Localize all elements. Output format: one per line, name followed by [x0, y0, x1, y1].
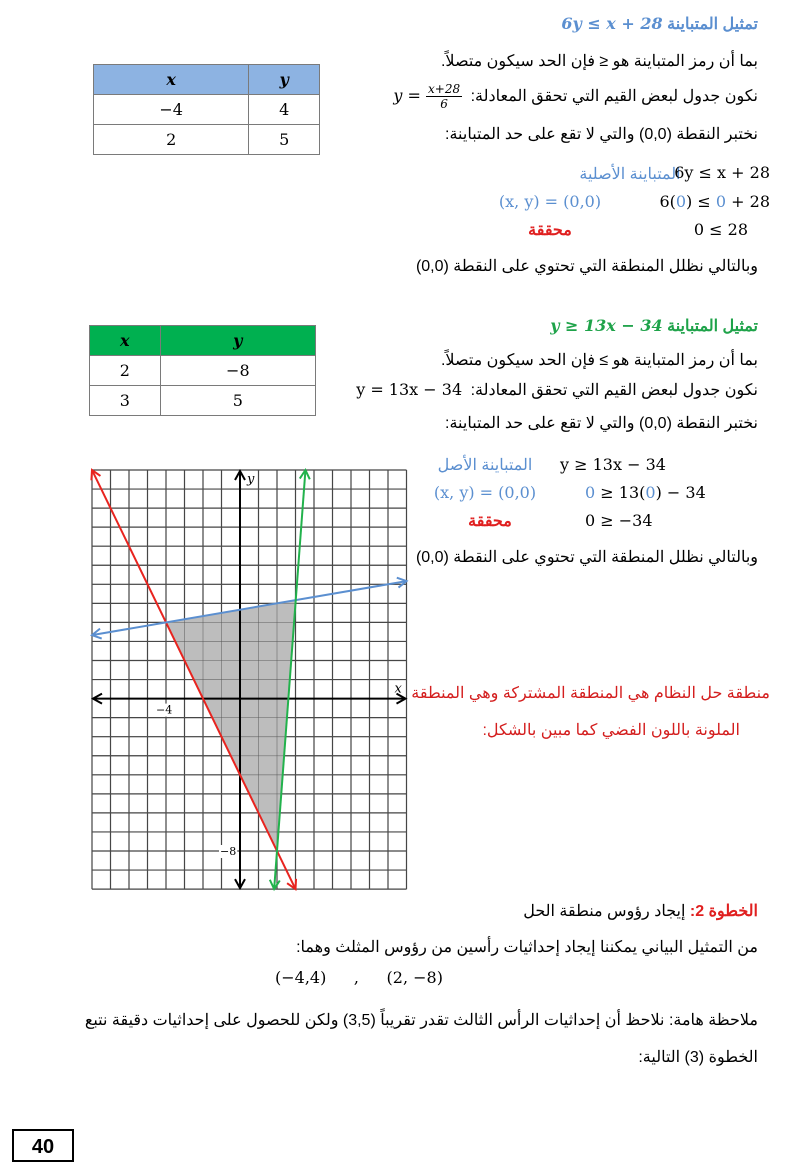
section1-check-math-1: [600, 192, 770, 211]
inequality-graph: [82, 458, 418, 898]
section1-line2: [393, 82, 758, 111]
solution-note-line2: الملونة باللون الفضي كما مبين بالشكل:: [482, 722, 740, 739]
s2-m1-mid: ≥ 13(: [595, 483, 646, 502]
s2-m1-zero2: 0: [645, 483, 656, 502]
step2-vertices: [275, 968, 443, 987]
section1-heading: [561, 14, 758, 34]
table-cell: 3: [90, 386, 161, 416]
section2-check-label-1: (x, y) = (0,0): [433, 483, 537, 502]
step2-title: إيجاد رؤوس منطقة الحل: [523, 903, 686, 920]
section2-line2-text: نكون جدول لبعض القيم التي تحقق المعادلة:: [470, 382, 758, 399]
vertex-1: (−4,4): [275, 968, 327, 987]
s1-m1-pre: 6(: [659, 192, 676, 211]
table-cell: 5: [249, 125, 320, 155]
section1-eq-denominator: 6: [440, 97, 448, 111]
section2-line3: نختبر النقطة (0,0) والتي لا تقع على حد المتباينة:: [445, 415, 758, 432]
step2-heading: [523, 901, 758, 921]
table-header-y: y: [160, 326, 315, 356]
section1-conclusion: وبالتالي نظلل المنطقة التي تحتوي على النقطة (0,0): [415, 258, 758, 275]
section1-check-label-2: محققة: [528, 222, 572, 239]
section1-eq-fraction: [426, 82, 462, 111]
table-cell: −8: [160, 356, 315, 386]
x-tick-label: −4: [156, 703, 173, 717]
page-number: 40: [12, 1129, 74, 1162]
x-axis-label: x: [394, 681, 402, 697]
step2-note-line2: الخطوة (3) التالية:: [638, 1049, 758, 1066]
section1-check-label-0: المتباينة الأصلية: [579, 166, 681, 183]
y-axis-label: y: [247, 472, 255, 487]
table-header-row: [94, 65, 320, 95]
section1-check-math-2: 0 ≤ 28: [693, 220, 748, 239]
s1-m1-mid: ) ≤: [686, 192, 716, 211]
section2-heading-text: تمثيل المتباينة: [667, 318, 758, 335]
section2-line2: [356, 380, 758, 400]
section2-value-table: [89, 325, 316, 416]
section2-conclusion: وبالتالي نظلل المنطقة التي تحتوي على النقطة (0,0): [415, 549, 758, 566]
s1-m1-zero2: 0: [715, 192, 727, 211]
section1-heading-text: تمثيل المتباينة: [667, 16, 758, 33]
section1-check-label-1: (x, y) = (0,0): [498, 192, 602, 211]
step2-line1: من التمثيل البياني يمكننا إيجاد إحداثيات رأسين من رؤوس المثلث وهما:: [296, 939, 758, 956]
section2-check-math-0: y ≥ 13x − 34: [560, 455, 666, 474]
section1-line2-text: نكون جدول لبعض القيم التي تحقق المعادلة:: [470, 88, 758, 105]
table-header-x: x: [90, 326, 161, 356]
section1-heading-math: 6y ≤ x + 28: [561, 14, 663, 33]
section2-equation: y = 13x − 34: [356, 380, 463, 399]
section1-eq-lhs: y =: [393, 86, 421, 105]
s2-m1-zero1: 0: [585, 483, 596, 502]
section1-equation: [393, 82, 462, 111]
table-cell: 5: [160, 386, 315, 416]
s1-m1-post: + 28: [726, 192, 770, 211]
section1-value-table: [93, 64, 320, 155]
table-row: [94, 125, 320, 155]
table-header-row: [90, 326, 316, 356]
table-row: [94, 95, 320, 125]
table-cell: 4: [249, 95, 320, 125]
section1-line3: نختبر النقطة (0,0) والتي لا تقع على حد المتباينة:: [445, 126, 758, 143]
section2-check-label-0: المتباينة الأصل: [437, 457, 533, 474]
step2-label: الخطوة 2:: [689, 903, 758, 920]
solution-note-line1: منطقة حل النظام هي المنطقة المشتركة وهي المنطقة: [411, 685, 770, 702]
table-row: [90, 356, 316, 386]
table-header-y: y: [249, 65, 320, 95]
y-tick-label: −8: [220, 845, 237, 858]
s1-m1-zero1: 0: [675, 192, 687, 211]
graph-grid-overlay: [92, 470, 407, 889]
section1-eq-numerator: x+28: [428, 82, 461, 96]
table-row: [90, 386, 316, 416]
section2-check-label-2: محققة: [468, 513, 512, 530]
vertex-2: (2, −8): [386, 968, 443, 987]
section1-line1: بما أن رمز المتباينة هو ≤ فإن الحد سيكون متصلاً.: [440, 53, 758, 70]
vertex-separator: ,: [353, 968, 359, 987]
table-cell: 2: [90, 356, 161, 386]
section2-check-math-2: 0 ≥ −34: [585, 511, 653, 530]
step2-note-line1: ملاحظة هامة: نلاحظ أن إحداثيات الرأس الثالث تقدر تقريباً (3,5) ولكن للحصول على إحداثيات دقيقة نتبع: [84, 1012, 758, 1029]
section2-heading-math: y ≥ 13x − 34: [550, 316, 663, 335]
section2-line1: بما أن رمز المتباينة هو ≥ فإن الحد سيكون متصلاً.: [440, 352, 758, 369]
section2-check-math-1: [585, 483, 765, 502]
section1-check-math-0: 6y ≤ x + 28: [674, 163, 770, 182]
table-cell: 2: [94, 125, 249, 155]
table-cell: −4: [94, 95, 249, 125]
s2-m1-post: ) − 34: [655, 483, 706, 502]
table-header-x: x: [94, 65, 249, 95]
section2-heading: [550, 316, 758, 336]
